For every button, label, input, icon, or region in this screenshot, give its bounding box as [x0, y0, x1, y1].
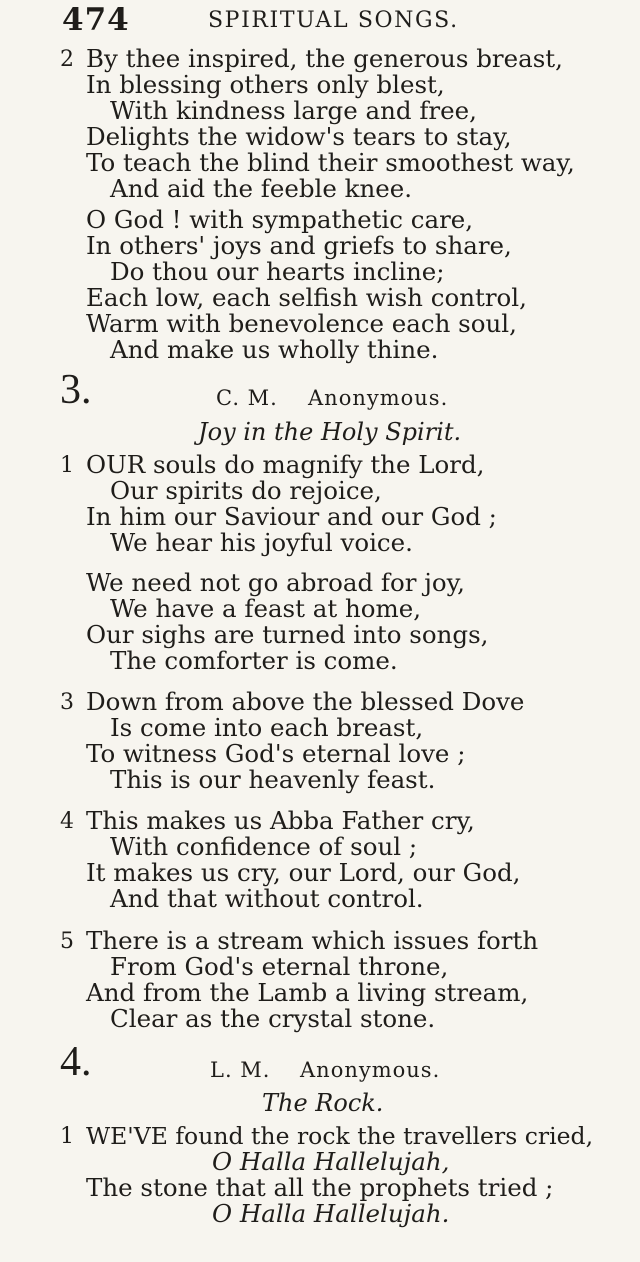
hymn-meter: C. M.	[216, 386, 278, 410]
running-head: SPIRITUAL SONGS.	[208, 8, 459, 33]
hymn-number: 3.	[60, 367, 92, 413]
verse-number: 5	[60, 929, 74, 954]
verse-line: With confidence of soul ;	[110, 832, 418, 861]
verse-line: Our spirits do rejoice,	[110, 476, 382, 505]
verse-line: OUR souls do magnify the Lord,	[86, 450, 485, 479]
verse-line: Is come into each breast,	[110, 713, 424, 742]
verse-line: Do thou our hearts incline;	[110, 257, 445, 286]
verse-line: There is a stream which issues forth	[86, 926, 539, 955]
verse-line: We have a feast at home,	[110, 594, 422, 623]
verse-line: To witness God's eternal love ;	[86, 739, 466, 768]
verse-line: O God ! with sympathetic care,	[86, 205, 474, 234]
refrain-line: O Halla Hallelujah,	[212, 1147, 450, 1176]
verse-line: And make us wholly thine.	[110, 335, 439, 364]
verse-line: By thee inspired, the generous breast,	[86, 44, 563, 73]
verse-line: Down from above the blessed Dove	[86, 687, 525, 716]
hymn-title: Joy in the Holy Spirit.	[198, 418, 462, 446]
refrain-line: O Halla Hallelujah.	[212, 1199, 450, 1228]
hymn-number: 4.	[60, 1039, 92, 1085]
verse-line: To teach the blind their smoothest way,	[86, 148, 575, 177]
verse-line: Clear as the crystal stone.	[110, 1004, 436, 1033]
verse-line: The comforter is come.	[110, 646, 398, 675]
verse-number: 1	[60, 1124, 74, 1149]
verse-line: And from the Lamb a living stream,	[86, 978, 529, 1007]
verse-line: Each low, each selfish wish control,	[86, 283, 527, 312]
hymn-author: Anonymous.	[300, 1058, 441, 1082]
verse-line: From God's eternal throne,	[110, 952, 449, 981]
verse-line: WE'VE found the rock the travellers cried,	[86, 1122, 594, 1150]
verse-line: It makes us cry, our Lord, our God,	[86, 858, 521, 887]
verse-line: In him our Saviour and our God ;	[86, 502, 497, 531]
verse-line: In blessing others only blest,	[86, 70, 445, 99]
verse-line: This makes us Abba Father cry,	[86, 806, 475, 835]
verse-line: We hear his joyful voice.	[110, 528, 413, 557]
verse-line: We need not go abroad for joy,	[86, 568, 465, 597]
verse-line: And aid the feeble knee.	[110, 174, 413, 203]
verse-number: 3	[60, 690, 74, 715]
page-number: 474	[62, 2, 130, 38]
verse-number: 1	[60, 453, 74, 478]
verse-line: With kindness large and free,	[110, 96, 477, 125]
verse-line: Warm with benevolence each soul,	[86, 309, 517, 338]
verse-line: This is our heavenly feast.	[110, 765, 436, 794]
verse-line: In others' joys and griefs to share,	[86, 231, 512, 260]
verse-line: Delights the widow's tears to stay,	[86, 122, 512, 151]
hymn-title: The Rock.	[262, 1089, 384, 1117]
verse-line: The stone that all the prophets tried ;	[86, 1173, 554, 1202]
verse-number: 2	[60, 47, 74, 72]
page-header	[62, 2, 622, 42]
verse-line: Our sighs are turned into songs,	[86, 620, 489, 649]
hymn-meter: L. M.	[210, 1058, 271, 1082]
verse-line: And that without control.	[110, 884, 424, 913]
verse-number: 4	[60, 809, 74, 834]
hymn-author: Anonymous.	[308, 386, 449, 410]
